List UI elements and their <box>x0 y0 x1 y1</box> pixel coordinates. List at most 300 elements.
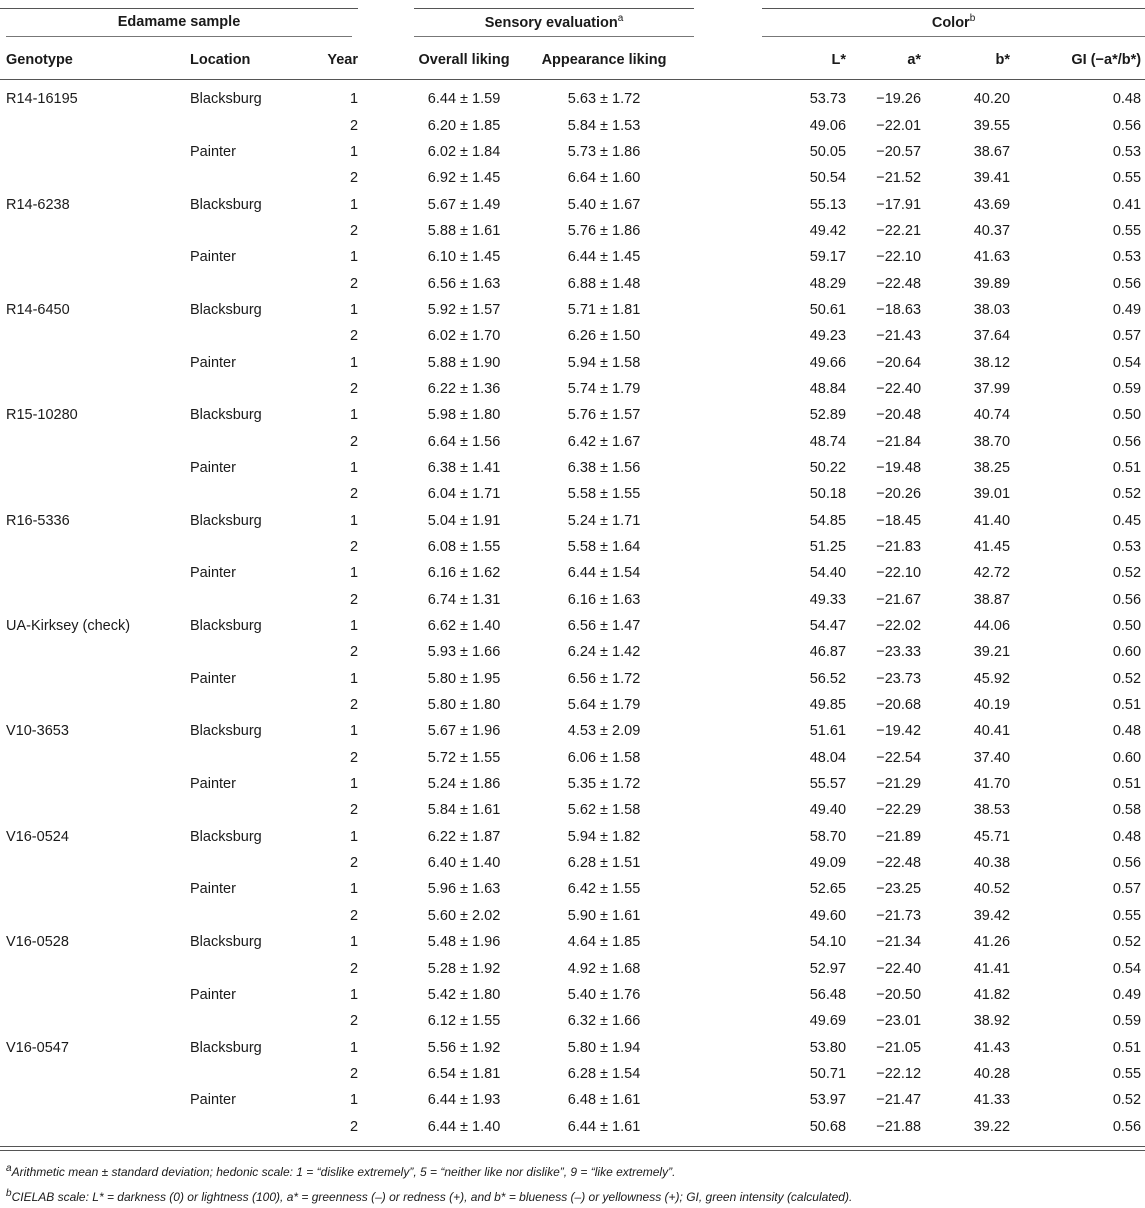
cell-overall-liking: 5.67 ± 1.96 <box>427 723 501 740</box>
cell-year: 1 <box>349 776 359 793</box>
table-row <box>0 666 1145 692</box>
cell-appearance-liking: 6.42 ± 1.55 <box>567 881 641 898</box>
cell-gi: 0.57 <box>1112 328 1142 345</box>
col-header-b: b* <box>945 41 1040 80</box>
cell-overall-liking: 6.44 ± 1.40 <box>414 1113 514 1146</box>
cell-gi: 0.60 <box>1112 749 1142 766</box>
cell-genotype <box>0 745 184 771</box>
cell-genotype <box>0 534 184 560</box>
cell-year: 2 <box>349 644 359 661</box>
cell-genotype: R15-10280 <box>6 407 78 424</box>
table-row <box>0 191 1145 217</box>
cell-location: Blacksburg <box>190 407 262 424</box>
cell-year: 2 <box>349 1065 359 1082</box>
cell-appearance-liking: 5.94 ± 1.58 <box>567 354 641 371</box>
cell-genotype <box>0 639 184 665</box>
cell-location: Blacksburg <box>190 828 262 845</box>
cell-location <box>184 376 294 402</box>
cell-year: 1 <box>349 934 359 951</box>
cell-l: 49.85 <box>809 697 847 714</box>
cell-appearance-liking: 5.63 ± 1.72 <box>567 91 641 108</box>
cell-overall-liking: 6.64 ± 1.56 <box>427 433 501 450</box>
cell-b: 37.64 <box>973 328 1011 345</box>
cell-gi: 0.56 <box>1040 1113 1145 1146</box>
cell-gi: 0.58 <box>1112 802 1142 819</box>
cell-overall-liking: 5.93 ± 1.66 <box>427 644 501 661</box>
cell-year: 1 <box>349 459 359 476</box>
table-row <box>0 718 1145 744</box>
cell-a: −22.12 <box>876 1065 922 1082</box>
cell-b: 41.40 <box>973 512 1011 529</box>
cell-l: 54.85 <box>809 512 847 529</box>
cell-overall-liking: 5.24 ± 1.86 <box>427 776 501 793</box>
cell-a: −21.29 <box>876 776 922 793</box>
cell-overall-liking: 5.72 ± 1.55 <box>427 749 501 766</box>
cell-overall-liking: 5.42 ± 1.80 <box>427 986 501 1003</box>
col-header-a: a* <box>850 41 945 80</box>
cell-gi: 0.50 <box>1112 618 1142 635</box>
footnote-b: $^b$CIELAB scale: L* = darkness (0) or lightness (100), a* = greenness (–) or redness (+), and b* = blueness (–) or yellowness (+); GI, green intensity (calculated). <box>6 1188 853 1204</box>
table-row <box>0 955 1145 981</box>
col-header-genotype: Genotype <box>0 41 184 80</box>
cell-year: 2 <box>349 486 359 503</box>
group-header-color-label: Color <box>931 14 970 31</box>
cell-gi: 0.48 <box>1112 91 1142 108</box>
cell-a: −21.89 <box>876 828 922 845</box>
footnote-mark-a: a <box>617 12 624 24</box>
cell-gi: 0.55 <box>1112 170 1142 187</box>
cell-l: 49.60 <box>809 907 847 924</box>
cell-year: 1 <box>349 986 359 1003</box>
cell-a: −22.21 <box>876 222 922 239</box>
table-row <box>0 587 1145 613</box>
cell-genotype: V10-3653 <box>6 723 69 740</box>
cell-genotype <box>0 165 184 191</box>
cell-gi: 0.52 <box>1112 934 1142 951</box>
cell-gi: 0.52 <box>1112 1092 1142 1109</box>
cell-overall-liking: 5.56 ± 1.92 <box>427 1039 501 1056</box>
cell-location <box>184 218 294 244</box>
cell-l: 46.87 <box>809 644 847 661</box>
table-row <box>0 1087 1145 1113</box>
cell-year: 1 <box>349 670 359 687</box>
cell-location: Painter <box>190 986 236 1003</box>
cell-l: 50.18 <box>809 486 847 503</box>
cell-gi: 0.49 <box>1112 301 1142 318</box>
cell-genotype <box>0 270 184 296</box>
cell-appearance-liking: 5.73 ± 1.86 <box>567 143 641 160</box>
cell-year: 2 <box>349 1013 359 1030</box>
cell-gi: 0.52 <box>1112 486 1142 503</box>
cell-appearance-liking: 6.26 ± 1.50 <box>567 328 641 345</box>
cell-l: 50.61 <box>809 301 847 318</box>
cell-l: 50.71 <box>809 1065 847 1082</box>
cell-l: 54.10 <box>809 934 847 951</box>
cell-a: −22.54 <box>876 749 922 766</box>
cell-a: −22.48 <box>876 275 922 292</box>
cell-overall-liking: 6.20 ± 1.85 <box>427 117 501 134</box>
cell-a: −22.40 <box>876 960 922 977</box>
cell-genotype <box>0 349 184 375</box>
cell-location: Painter <box>190 354 236 371</box>
table-row <box>0 165 1145 191</box>
cell-appearance-liking: 5.64 ± 1.79 <box>567 697 641 714</box>
cell-a: −19.26 <box>876 91 922 108</box>
cell-year: 1 <box>349 1092 359 1109</box>
cell-a: −20.26 <box>876 486 922 503</box>
cell-l: 55.57 <box>809 776 847 793</box>
cell-year: 2 <box>349 433 359 450</box>
cell-location: Painter <box>190 143 236 160</box>
cell-year: 2 <box>349 170 359 187</box>
cell-location: Painter <box>190 1092 236 1109</box>
cell-genotype <box>0 455 184 481</box>
cell-b: 40.38 <box>973 855 1011 872</box>
cell-location <box>184 534 294 560</box>
cell-gi: 0.53 <box>1112 539 1142 556</box>
cell-b: 40.74 <box>973 407 1011 424</box>
cell-genotype: V16-0528 <box>6 934 69 951</box>
table-row <box>0 80 1145 113</box>
cell-year: 2 <box>349 855 359 872</box>
cell-a: −21.88 <box>850 1113 945 1146</box>
cell-overall-liking: 6.02 ± 1.70 <box>427 328 501 345</box>
cell-overall-liking: 5.96 ± 1.63 <box>427 881 501 898</box>
table-row <box>0 850 1145 876</box>
cell-a: −21.67 <box>876 591 922 608</box>
cell-a: −21.73 <box>876 907 922 924</box>
cell-location <box>184 1113 294 1146</box>
cell-a: −21.52 <box>876 170 922 187</box>
cell-overall-liking: 6.56 ± 1.63 <box>427 275 501 292</box>
cell-overall-liking: 6.16 ± 1.62 <box>427 565 501 582</box>
cell-a: −21.43 <box>876 328 922 345</box>
cell-a: −19.48 <box>876 459 922 476</box>
cell-l: 49.33 <box>809 591 847 608</box>
cell-b: 39.41 <box>973 170 1011 187</box>
cell-gi: 0.45 <box>1112 512 1142 529</box>
cell-location <box>184 955 294 981</box>
cell-appearance-liking: 5.62 ± 1.58 <box>567 802 641 819</box>
table-row <box>0 428 1145 454</box>
cell-year: 1 <box>349 881 359 898</box>
cell-year: 1 <box>349 828 359 845</box>
cell-appearance-liking: 6.38 ± 1.56 <box>567 459 641 476</box>
table-row <box>0 455 1145 481</box>
cell-location: Blacksburg <box>190 196 262 213</box>
cell-appearance-liking: 5.35 ± 1.72 <box>567 776 641 793</box>
cell-appearance-liking: 6.24 ± 1.42 <box>567 644 641 661</box>
cell-genotype <box>0 876 184 902</box>
cell-b: 41.45 <box>973 539 1011 556</box>
cell-appearance-liking: 5.40 ± 1.76 <box>567 986 641 1003</box>
cell-overall-liking: 5.48 ± 1.96 <box>427 934 501 951</box>
cell-a: −18.45 <box>876 512 922 529</box>
cell-a: −22.29 <box>876 802 922 819</box>
cell-location: Painter <box>190 670 236 687</box>
cell-gi: 0.41 <box>1112 196 1142 213</box>
cell-genotype: V16-0524 <box>6 828 69 845</box>
cell-b: 39.01 <box>973 486 1011 503</box>
table-row <box>0 270 1145 296</box>
cell-a: −20.64 <box>876 354 922 371</box>
cell-year: 2 <box>349 591 359 608</box>
cell-location: Painter <box>190 881 236 898</box>
cell-location <box>184 165 294 191</box>
cell-genotype <box>0 797 184 823</box>
cell-overall-liking: 6.62 ± 1.40 <box>427 618 501 635</box>
cell-b: 41.41 <box>973 960 1011 977</box>
cell-a: −21.47 <box>876 1092 922 1109</box>
cell-year: 2 <box>349 907 359 924</box>
cell-l: 49.66 <box>809 354 847 371</box>
cell-year: 1 <box>349 196 359 213</box>
table-row <box>0 112 1145 138</box>
cell-gi: 0.56 <box>1112 117 1142 134</box>
cell-a: −23.73 <box>876 670 922 687</box>
cell-l: 49.69 <box>809 1013 847 1030</box>
cell-gi: 0.59 <box>1112 1013 1142 1030</box>
cell-a: −22.48 <box>876 855 922 872</box>
cell-gi: 0.51 <box>1112 1039 1142 1056</box>
cell-gi: 0.53 <box>1112 143 1142 160</box>
cell-genotype <box>0 428 184 454</box>
cell-appearance-liking: 5.24 ± 1.71 <box>567 512 641 529</box>
cell-l: 52.65 <box>809 881 847 898</box>
cell-b: 45.92 <box>973 670 1011 687</box>
table-row <box>0 613 1145 639</box>
table-body <box>0 80 1145 1147</box>
cell-b: 40.37 <box>973 222 1011 239</box>
cell-year: 2 <box>349 328 359 345</box>
cell-appearance-liking: 4.92 ± 1.68 <box>567 960 641 977</box>
cell-year: 2 <box>349 222 359 239</box>
cell-b: 39.42 <box>973 907 1011 924</box>
cell-genotype <box>0 244 184 270</box>
cell-overall-liking: 6.04 ± 1.71 <box>427 486 501 503</box>
table-row <box>0 903 1145 929</box>
table-row <box>0 639 1145 665</box>
cell-overall-liking: 6.22 ± 1.87 <box>427 828 501 845</box>
cell-location: Blacksburg <box>190 1039 262 1056</box>
cell-l: 59.17 <box>809 249 847 266</box>
cell-overall-liking: 5.28 ± 1.92 <box>427 960 501 977</box>
cell-l: 51.25 <box>809 539 847 556</box>
cell-genotype <box>0 1061 184 1087</box>
cell-l: 53.97 <box>809 1092 847 1109</box>
cell-gi: 0.49 <box>1112 986 1142 1003</box>
cell-b: 40.19 <box>973 697 1011 714</box>
cell-location <box>184 1061 294 1087</box>
group-header-sensory-label: Sensory evaluation <box>484 14 618 31</box>
cell-year: 2 <box>349 275 359 292</box>
cell-year: 1 <box>349 618 359 635</box>
table-row <box>0 323 1145 349</box>
cell-gi: 0.55 <box>1112 907 1142 924</box>
footnote-a: $^a$Arithmetic mean ± standard deviation; hedonic scale: 1 = “dislike extremely”, 5 = “neither like nor dislike”, 9 = “like extremely”. <box>6 1163 676 1179</box>
table-row <box>0 692 1145 718</box>
cell-location: Blacksburg <box>190 512 262 529</box>
col-header-location: Location <box>184 41 294 80</box>
cell-appearance-liking: 5.74 ± 1.79 <box>567 380 641 397</box>
cell-year: 2 <box>349 380 359 397</box>
table-row <box>0 1008 1145 1034</box>
cell-appearance-liking: 6.16 ± 1.63 <box>567 591 641 608</box>
cell-overall-liking: 5.67 ± 1.49 <box>427 196 501 213</box>
cell-location: Painter <box>190 776 236 793</box>
table-row <box>0 481 1145 507</box>
cell-overall-liking: 6.92 ± 1.45 <box>427 170 501 187</box>
table-row <box>0 139 1145 165</box>
cell-b: 41.70 <box>973 776 1011 793</box>
cell-genotype <box>0 771 184 797</box>
cell-overall-liking: 6.44 ± 1.93 <box>427 1092 501 1109</box>
cell-b: 39.21 <box>973 644 1011 661</box>
cell-location <box>184 587 294 613</box>
cell-l: 50.05 <box>809 143 847 160</box>
cell-a: −20.57 <box>876 143 922 160</box>
cell-l: 58.70 <box>809 828 847 845</box>
cell-b: 40.52 <box>973 881 1011 898</box>
cell-gi: 0.50 <box>1112 407 1142 424</box>
cell-b: 43.69 <box>973 196 1011 213</box>
cell-l: 50.68 <box>762 1113 850 1146</box>
edamame-data-table <box>0 8 1145 1147</box>
group-header-sample <box>0 9 358 42</box>
cell-location <box>184 428 294 454</box>
col-header-gi: GI (−a*/b*) <box>1040 41 1145 80</box>
table-footnotes <box>6 1158 1136 1208</box>
cell-genotype <box>0 218 184 244</box>
cell-appearance-liking: 6.56 ± 1.47 <box>567 618 641 635</box>
cell-b: 40.28 <box>973 1065 1011 1082</box>
cell-appearance-liking: 6.28 ± 1.51 <box>567 855 641 872</box>
group-header-sample-label: Edamame sample <box>6 14 352 37</box>
cell-year: 1 <box>349 407 359 424</box>
cell-appearance-liking: 5.76 ± 1.57 <box>567 407 641 424</box>
cell-location <box>184 1008 294 1034</box>
cell-location <box>184 270 294 296</box>
cell-year: 1 <box>349 91 359 108</box>
cell-location <box>184 903 294 929</box>
cell-appearance-liking: 5.84 ± 1.53 <box>567 117 641 134</box>
cell-year: 1 <box>349 512 359 529</box>
table-row <box>0 534 1145 560</box>
cell-b: 39.55 <box>973 117 1011 134</box>
cell-overall-liking: 6.22 ± 1.36 <box>427 380 501 397</box>
cell-b: 38.70 <box>973 433 1011 450</box>
cell-gi: 0.56 <box>1112 855 1142 872</box>
cell-b: 39.22 <box>945 1113 1040 1146</box>
cell-b: 41.33 <box>973 1092 1011 1109</box>
cell-a: −22.10 <box>876 565 922 582</box>
cell-b: 38.03 <box>973 301 1011 318</box>
cell-genotype: R14-6238 <box>6 196 70 213</box>
cell-genotype <box>0 982 184 1008</box>
cell-overall-liking: 6.02 ± 1.84 <box>427 143 501 160</box>
cell-appearance-liking: 6.44 ± 1.54 <box>567 565 641 582</box>
cell-overall-liking: 5.60 ± 2.02 <box>427 907 501 924</box>
cell-b: 41.26 <box>973 934 1011 951</box>
table-row <box>0 929 1145 955</box>
cell-gi: 0.48 <box>1112 828 1142 845</box>
cell-genotype: UA-Kirksey (check) <box>6 618 131 635</box>
cell-appearance-liking: 4.64 ± 1.85 <box>567 934 641 951</box>
cell-year: 2 <box>294 1113 358 1146</box>
cell-a: −19.42 <box>876 723 922 740</box>
cell-appearance-liking: 6.28 ± 1.54 <box>567 1065 641 1082</box>
cell-b: 38.92 <box>973 1013 1011 1030</box>
cell-a: −18.63 <box>876 301 922 318</box>
cell-a: −20.68 <box>876 697 922 714</box>
cell-genotype <box>0 376 184 402</box>
cell-overall-liking: 5.04 ± 1.91 <box>427 512 501 529</box>
table-row <box>0 745 1145 771</box>
cell-a: −17.91 <box>876 196 922 213</box>
cell-l: 52.97 <box>809 960 847 977</box>
cell-a: −23.01 <box>876 1013 922 1030</box>
cell-overall-liking: 6.40 ± 1.40 <box>427 855 501 872</box>
cell-gi: 0.60 <box>1112 644 1142 661</box>
cell-l: 54.40 <box>809 565 847 582</box>
cell-appearance-liking: 5.58 ± 1.64 <box>567 539 641 556</box>
cell-a: −23.33 <box>876 644 922 661</box>
cell-overall-liking: 5.84 ± 1.61 <box>427 802 501 819</box>
cell-year: 2 <box>349 960 359 977</box>
cell-year: 1 <box>349 354 359 371</box>
cell-b: 38.87 <box>973 591 1011 608</box>
cell-appearance-liking: 6.44 ± 1.61 <box>514 1113 694 1146</box>
cell-overall-liking: 5.80 ± 1.95 <box>427 670 501 687</box>
cell-genotype <box>0 323 184 349</box>
cell-b: 45.71 <box>973 828 1011 845</box>
cell-b: 37.40 <box>973 749 1011 766</box>
cell-genotype <box>0 1087 184 1113</box>
cell-location: Painter <box>190 459 236 476</box>
table-row <box>0 771 1145 797</box>
cell-overall-liking: 6.44 ± 1.59 <box>427 91 501 108</box>
table-row <box>0 1061 1145 1087</box>
cell-appearance-liking: 5.40 ± 1.67 <box>567 196 641 213</box>
cell-location: Blacksburg <box>190 618 262 635</box>
cell-a: −22.01 <box>876 117 922 134</box>
group-header-color <box>762 9 1145 42</box>
cell-gi: 0.54 <box>1112 960 1142 977</box>
cell-appearance-liking: 4.53 ± 2.09 <box>567 723 641 740</box>
cell-genotype <box>0 850 184 876</box>
cell-year: 1 <box>349 1039 359 1056</box>
col-header-overall-liking: Overall liking <box>414 41 514 80</box>
cell-year: 1 <box>349 565 359 582</box>
cell-year: 1 <box>349 143 359 160</box>
cell-overall-liking: 6.38 ± 1.41 <box>427 459 501 476</box>
cell-l: 52.89 <box>809 407 847 424</box>
cell-location <box>184 323 294 349</box>
cell-gi: 0.56 <box>1112 591 1142 608</box>
cell-overall-liking: 5.88 ± 1.90 <box>427 354 501 371</box>
col-header-l: L* <box>762 41 850 80</box>
table-row <box>0 508 1145 534</box>
cell-appearance-liking: 5.90 ± 1.61 <box>567 907 641 924</box>
table-row <box>0 402 1145 428</box>
cell-location <box>184 692 294 718</box>
cell-genotype <box>0 587 184 613</box>
cell-appearance-liking: 6.06 ± 1.58 <box>567 749 641 766</box>
cell-a: −21.34 <box>876 934 922 951</box>
cell-year: 1 <box>349 301 359 318</box>
cell-a: −20.50 <box>876 986 922 1003</box>
cell-genotype <box>0 1113 184 1146</box>
